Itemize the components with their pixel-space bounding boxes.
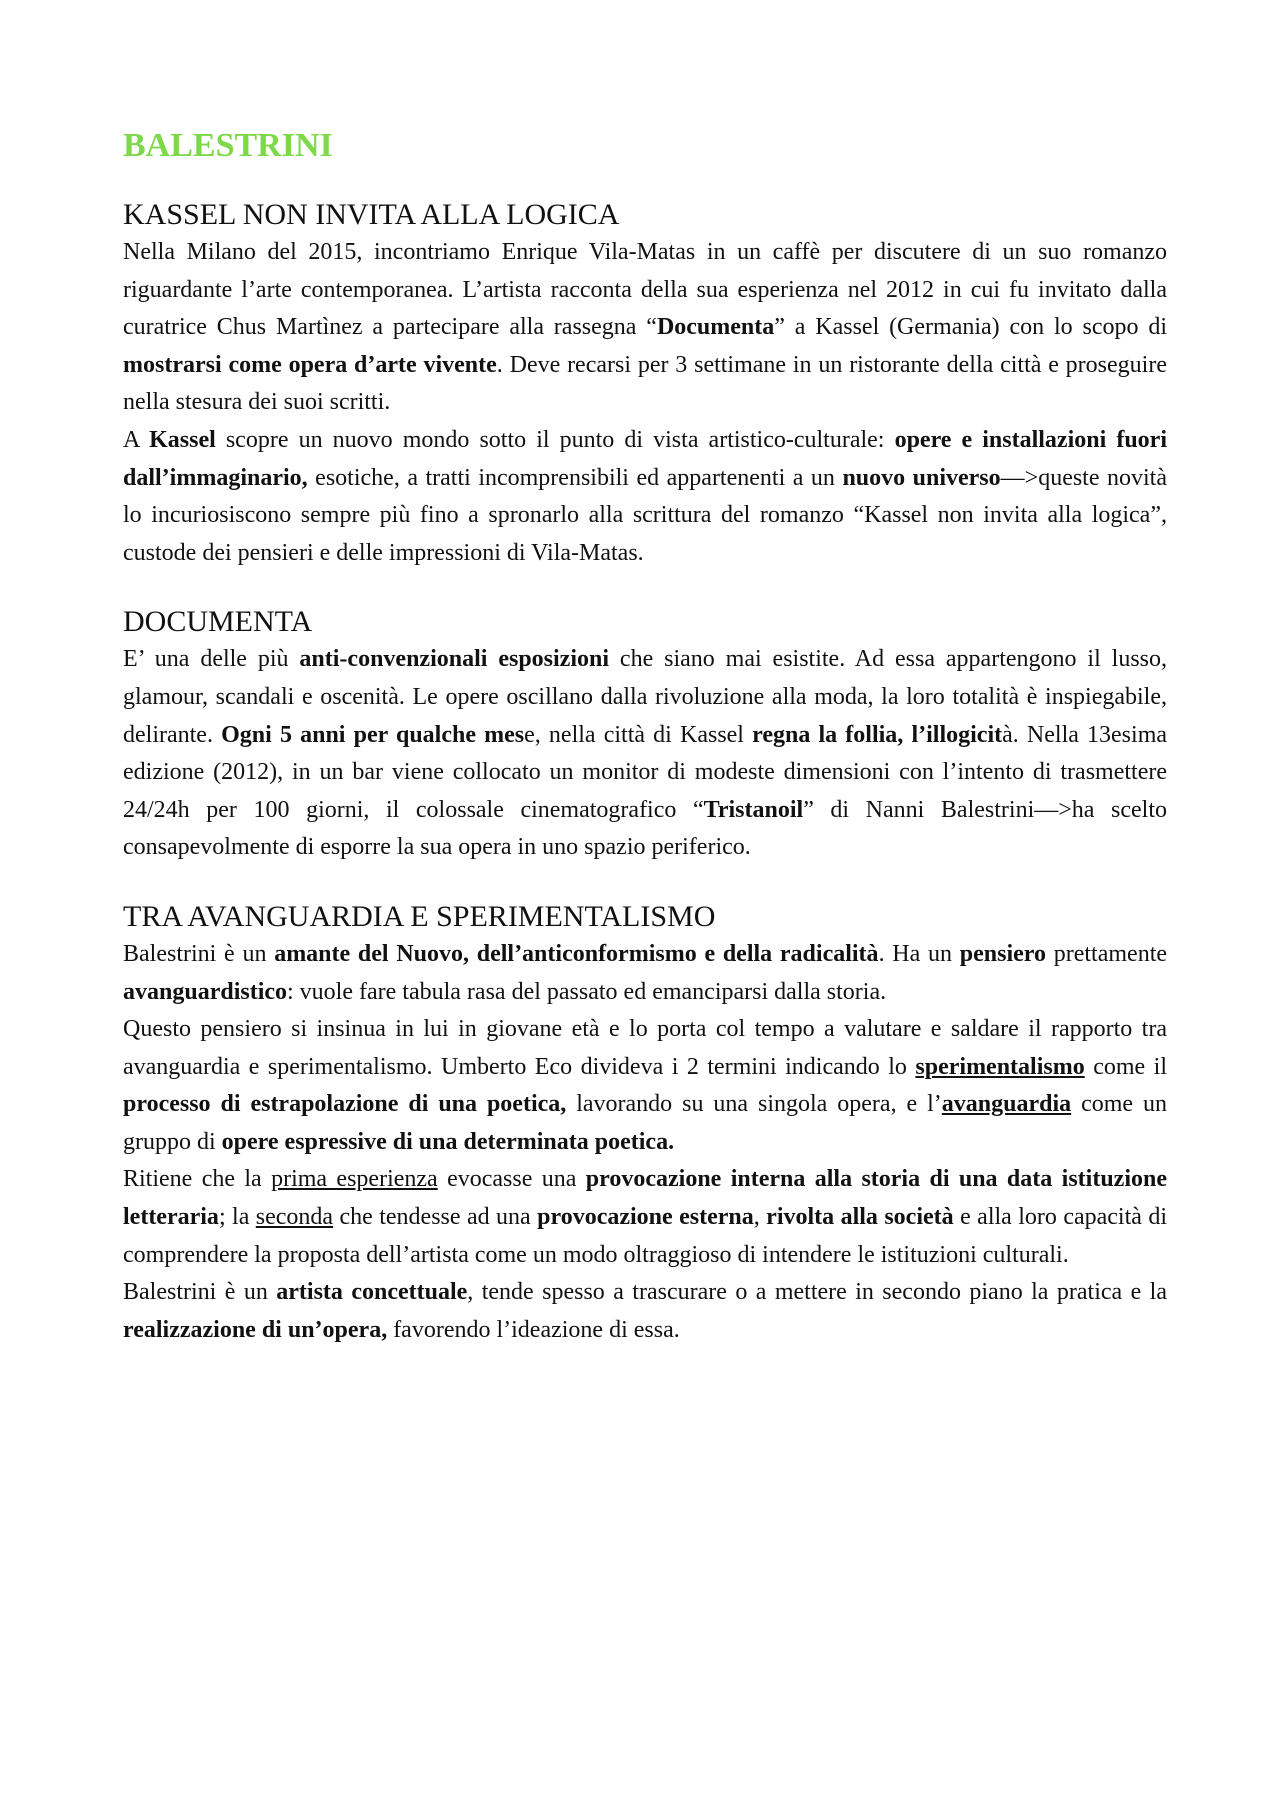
bold-text: anti-convenzionali esposizioni xyxy=(299,646,610,673)
paragraph: E’ una delle più anti-convenzionali esposizioni che siano mai esistite. Ad essa appartengono il lusso, glamour, scandali e oscenità. Le opere oscillano dalla rivoluzione alla moda, la loro totalità è inspiegabile, delirante. Ogni 5 anni per qualche mese, nella città di Kassel regna la follia, l’illogicità. Nella 13esima edizione (2012), in un bar viene collocato un monitor di modeste dimensioni con l’intento di trasmettere 24/24h per 100 giorni, il colossale cinematografico “Tristanoil” di Nanni Balestrini—>ha scelto consapevolmente di esporre la sua opera in uno spazio periferico. xyxy=(123,646,1168,861)
bold-text: nuovo universo xyxy=(842,464,1001,491)
bold-text: mostrarsi come opera d’arte vivente xyxy=(123,351,497,378)
bold-text: rivolta alla società xyxy=(766,1204,954,1231)
bold-text: amante del Nuovo, dell’anticonformismo e della radicalità xyxy=(274,940,879,967)
bold-text: provocazione interna alla storia di una data istituzione letteraria xyxy=(123,1166,1167,1231)
underlined-text: prima esperienza xyxy=(271,1166,438,1193)
bold-text: Documenta xyxy=(656,314,775,341)
bold-text: Ogni 5 anni per qualche mes xyxy=(221,721,525,748)
paragraph: Balestrini è un artista concettuale, tende spesso a trascurare o a mettere in secondo piano la pratica e la realizzazione di un’opera, favorendo l’ideazione di essa. xyxy=(123,1279,1167,1343)
bold-underlined-text: avanguardia xyxy=(941,1091,1072,1118)
bold-underlined-text: sperimentalismo xyxy=(915,1053,1085,1080)
bold-text: processo di estrapolazione di una poetica, xyxy=(123,1091,567,1118)
paragraph: Nella Milano del 2015, incontriamo Enrique Vila-Matas in un caffè per discutere di un suo romanzo riguardante l’arte contemporanea. L’artista racconta della sua esperienza nel 2012 in cui fu invitato dalla curatrice Chus Martìnez a partecipare alla rassegna “Documenta” a Kassel (Germania) con lo scopo di mostrarsi come opera d’arte vivente. Deve recarsi per 3 settimane in un ristorante della città e proseguire nella stesura dei suoi scritti. xyxy=(123,239,1168,416)
document-title: BALESTRINI xyxy=(123,127,333,164)
section-heading-kassel: KASSEL NON INVITA ALLA LOGICA xyxy=(123,198,620,231)
underlined-text: seconda xyxy=(255,1204,334,1231)
bold-text: pensiero xyxy=(959,940,1046,967)
bold-text: provocazione esterna xyxy=(537,1204,754,1231)
section-spacer xyxy=(123,572,1167,603)
document-content xyxy=(123,124,1167,1349)
bold-text: realizzazione di un’opera, xyxy=(123,1316,388,1343)
section-heading-avanguardia: TRA AVANGUARDIA E SPERIMENTALISMO xyxy=(123,899,716,933)
section-heading-documenta: DOCUMENTA xyxy=(123,605,313,639)
bold-text: Kassel xyxy=(149,426,216,453)
section-spacer xyxy=(123,867,1167,898)
bold-text: Tristanoil xyxy=(703,796,804,823)
bold-text: opere espressive di una determinata poetica. xyxy=(221,1128,675,1155)
paragraph: Questo pensiero si insinua in lui in giovane età e lo porta col tempo a valutare e saldare il rapporto tra avanguardia e sperimentalismo. Umberto Eco divideva i 2 termini indicando lo sperimentalismo come il processo di estrapolazione di una poetica, lavorando su una singola opera, e l’avanguardia come un gruppo di opere espressive di una determinata poetica. xyxy=(123,1016,1167,1155)
paragraph: Balestrini è un amante del Nuovo, dell’anticonformismo e della radicalità. Ha un pensiero prettamente avanguardistico: vuole fare tabula rasa del passato ed emanciparsi dalla storia. xyxy=(123,940,1168,1005)
bold-text: regna la follia, l’illogicit xyxy=(752,721,1003,748)
paragraph: A Kassel scopre un nuovo mondo sotto il punto di vista artistico-culturale: opere e installazioni fuori dall’immaginario, esotiche, a tratti incomprensibili ed appartenenti a un nuovo universo—>queste novità lo incuriosiscono sempre più fino a spronarlo alla scrittura del romanzo “Kassel non invita alla logica”, custode dei pensieri e delle impressioni di Vila-Matas. xyxy=(123,426,1168,566)
paragraph: Ritiene che la prima esperienza evocasse una provocazione interna alla storia di una data istituzione letteraria; la seconda che tendesse ad una provocazione esterna, rivolta alla società e alla loro capacità di comprendere la proposta dell’artista come un modo oltraggioso di intendere le istituzioni culturali. xyxy=(123,1166,1168,1268)
bold-text: avanguardistico xyxy=(123,978,288,1005)
bold-text: artista concettuale xyxy=(276,1279,468,1306)
bold-text: opere e installazioni fuori dall’immaginario, xyxy=(123,426,1168,491)
